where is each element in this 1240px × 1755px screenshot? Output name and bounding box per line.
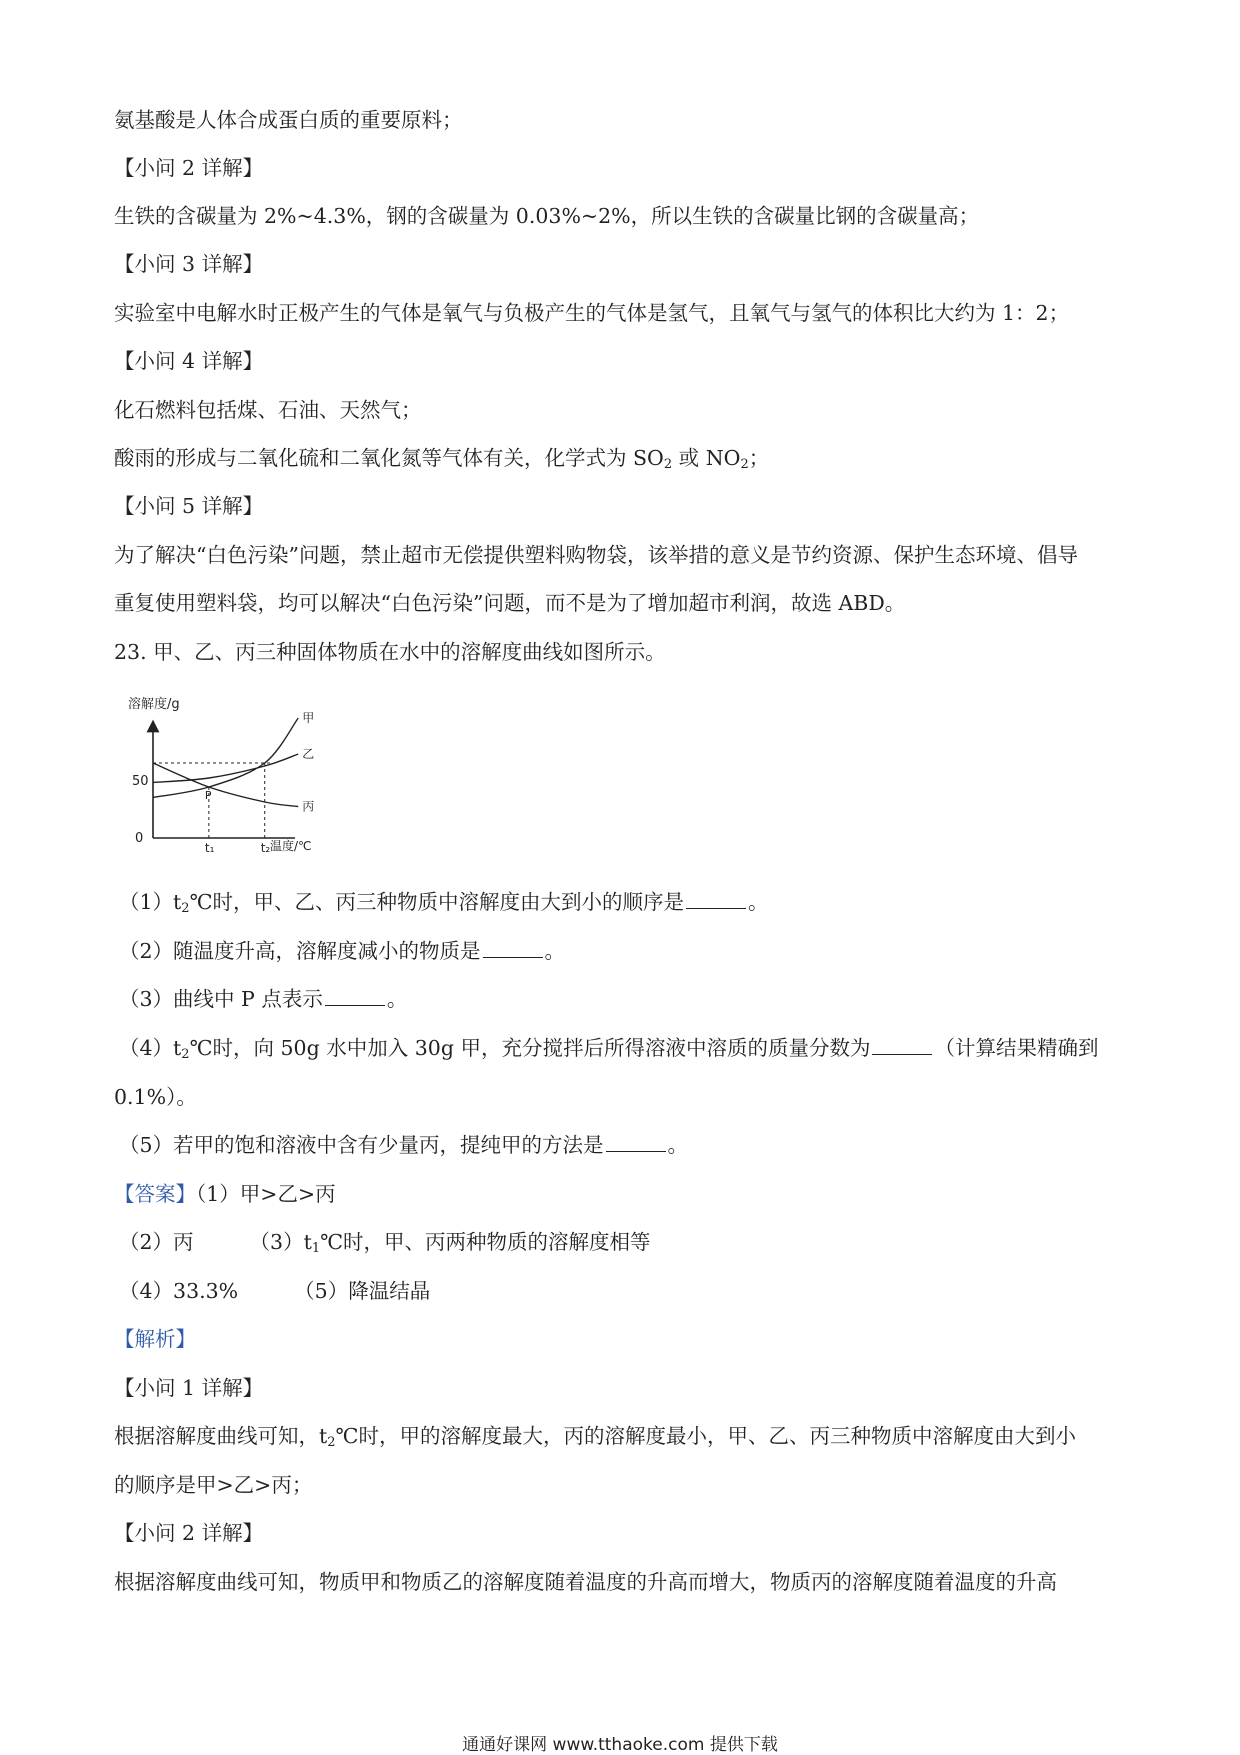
question-4-continued: 0.1%）。	[114, 1085, 197, 1109]
text-line: 根据溶解度曲线可知，物质甲和物质乙的溶解度随着温度的升高而增大，物质丙的溶解度随着温度的升高	[114, 1570, 1057, 1594]
question-1: $(1)t_2℃$时，甲、乙、丙三种物质中溶解度由大到小的顺序是 。	[119, 890, 769, 916]
question-5: （5）若甲的饱和溶液中含有少量丙，提纯甲的方法是 。	[119, 1133, 689, 1157]
answer-blank	[872, 1034, 932, 1055]
answer-label: 【答案】	[114, 1182, 196, 1206]
analysis-label: 【解析】	[114, 1327, 196, 1351]
answer-line-3: （4）33.3% （5）降温结晶	[119, 1279, 431, 1303]
x-tick-label-t2: t₂	[260, 841, 271, 855]
solubility-chart	[120, 690, 350, 855]
series-label-yi: 乙	[302, 747, 315, 761]
series-line-yi	[153, 754, 298, 783]
origin-label: 0	[135, 831, 144, 846]
series-line-bing	[153, 763, 298, 807]
answer-blank	[325, 985, 385, 1006]
series-label-bing: 丙	[302, 799, 315, 814]
point-p-label: P	[204, 789, 212, 802]
question-2: （2）随温度升高，溶解度减小的物质是 。	[119, 939, 566, 963]
text-line: 氨基酸是人体合成蛋白质的重要原料；	[114, 108, 463, 132]
x-tick-label-t1: t₁	[204, 841, 215, 855]
text-line: 化石燃料包括煤、石油、天然气；	[114, 398, 422, 422]
answer-line-2: （2）丙 $(3)t_1℃$时，甲、丙两种物质的溶解度相等	[119, 1230, 651, 1256]
text-line: 的顺序是甲>乙>丙；	[114, 1473, 313, 1497]
section-heading: 【小问 3 详解】	[114, 252, 264, 276]
section-heading: 【小问 1 详解】	[114, 1376, 264, 1400]
answer-line-1: 【答案】（1）甲>乙>丙	[114, 1182, 336, 1206]
question-4: $(4)t_2℃$时，向 50g 水中加入 30g 甲，充分搅拌后所得溶液中溶质的质量分数为 （计算结果精确到	[119, 1036, 1099, 1062]
text-line: 为了解决“白色污染”问题，禁止超市无偿提供塑料购物袋，该举措的意义是节约资源、保护生态环境、倡导	[114, 543, 1078, 567]
series-line-jia	[153, 718, 298, 798]
answer-blank	[686, 888, 746, 909]
answer-blank	[483, 937, 543, 958]
text-line: 实验室中电解水时正极产生的气体是氧气与负极产生的气体是氢气，且氧气与氢气的体积比大约为 1：2；	[114, 301, 1070, 325]
text-line: 根据溶解度曲线可知，$t_2℃$时，甲的溶解度最大，丙的溶解度最小，甲、乙、丙三种物质中溶解度由大到小	[114, 1424, 1076, 1450]
series-label-jia: 甲	[302, 711, 315, 725]
section-heading: 【小问 4 详解】	[114, 349, 264, 373]
text-line: 酸雨的形成与二氧化硫和二氧化氮等气体有关，化学式为 $SO_2$ 或 $NO_2$；	[114, 446, 770, 472]
text-line: 重复使用塑料袋，均可以解决“白色污染”问题，而不是为了增加超市利润，故选 ABD。	[114, 591, 906, 615]
section-heading: 【小问 2 详解】	[114, 156, 264, 180]
y-axis-label: 溶解度/g	[128, 697, 180, 712]
section-heading: 【小问 5 详解】	[114, 494, 264, 518]
section-heading: 【小问 2 详解】	[114, 1521, 264, 1545]
y-tick-label: 50	[132, 774, 149, 789]
page-footer: 通通好课网 www.tthaoke.com 提供下载	[462, 1735, 778, 1755]
answer-blank	[606, 1131, 666, 1152]
text-line: 生铁的含碳量为 2%~4.3%，钢的含碳量为 0.03%~2%，所以生铁的含碳量比钢的含碳量高；	[114, 204, 980, 228]
x-axis-label: 温度/℃	[270, 839, 312, 853]
question-stem: 23. 甲、乙、丙三种固体物质在水中的溶解度曲线如图所示。	[114, 640, 666, 664]
question-3: （3）曲线中 P 点表示 。	[119, 987, 408, 1011]
